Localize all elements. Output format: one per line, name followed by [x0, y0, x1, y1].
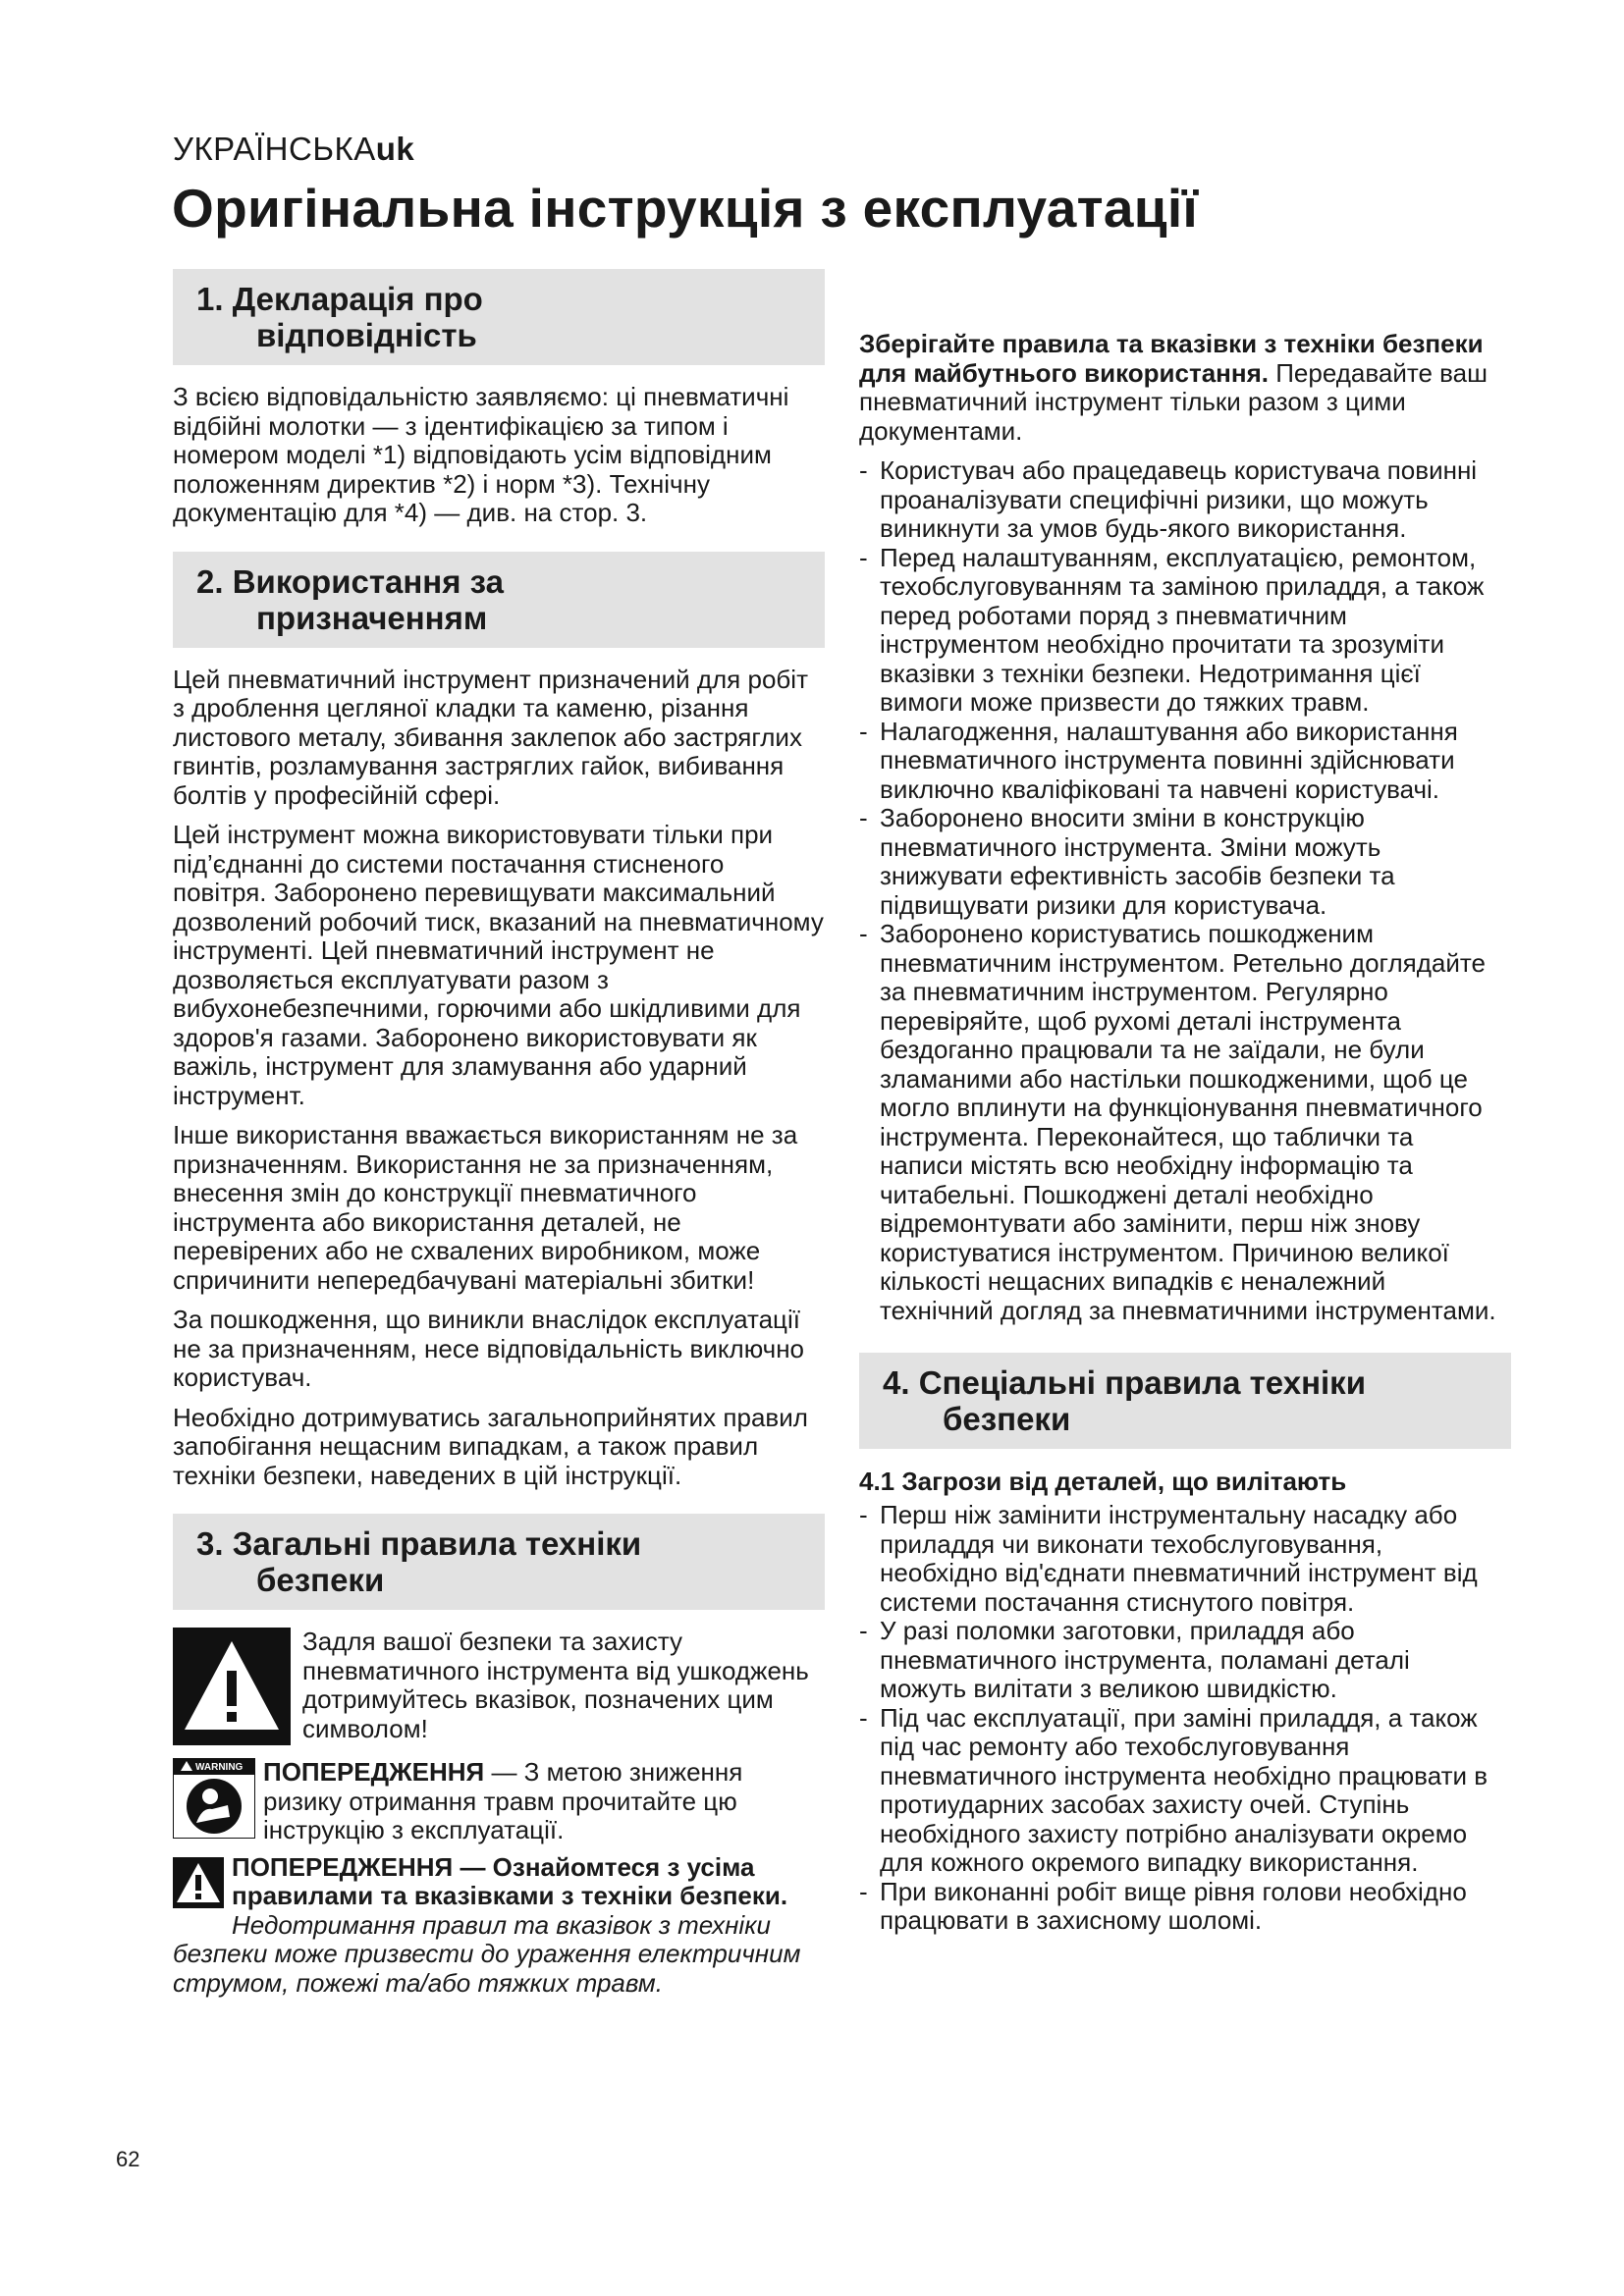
subsection-4-1-heading: 4.1 Загрози від деталей, що вилітають	[859, 1467, 1347, 1496]
rules-warning: ПОПЕРЕДЖЕННЯ — Ознайомтеся з усіма правилами та вказівками з техніки безпеки. Недотримання правил та вказівок з техніки безпеки може призвести до ураження електричним струмом, пожежі та/або тяжких травм.	[173, 1851, 801, 1998]
right-column: Зберігайте правила та вказівки з техніки безпеки для майбутнього використання. Передавайте ваш пневматичний інструмент тільки разом з цими документами. - Користувач або працедавець користувача повинні проаналізувати специфічні ризики, що можуть виникнути за умов будь-якого використання. - Перед налаштуванням, експлуатацією, ремонтом, техобслуговуванням та заміною приладдя, а також перед роботами поряд з пневматичним інструментом необхідно прочитати та зрозуміти вказівки з техніки безпеки. Недотримання цієї вимоги може призвести до тяжких травм. - Налагодження, налаштування або використання пневматичного інструмента повинні здійснювати виключно кваліфіковані та навчені користувачі. - Заборонено вносити зміни в конструкцію пневматичного інструмента. Зміни можуть знижувати ефективність засобів безпеки та підвищувати ризики для користувача. - Заборонено користуватись пошкодженим пневматичним інструментом. Ретельно доглядайте за пневматичним інструментом. Регулярно перевіряйте, щоб рухомі деталі інструмента бездоганно працювали та не заїдали, не були зламаними або настільки пошкодженими, щоб це могло вплинути на функціонування пневматичного інструмента. Переконайтеся, що таблички та написи містять всю необхідну інформацію та читабельні. Пошкоджені деталі необхідно відремонтувати або замінити, перш ніж знову користуватися інструментом. Причиною великої кількості нещасних випадків є неналежний технічний догляд за пневматичними інструментами. 4. Спеціальні правила техніки безпеки 4.1 Загрози від деталей, що вилітають - Перш ніж замінити інструментальну насадку або приладдя чи виконати техобслуговування, необхідно від'єднати пневматичний інструмент від системи постачання стиснутого повітря. - У разі поломки заготовки, приладдя або пневматичного інструмента, поламані деталі можуть вилітати з великою швидкістю. - Під час експлуатації, при заміні приладдя, а також під час ремонту або техобслуговування пневматичного інструмента необхідно працювати в протиударних засобах захисту очей. Ступінь необхідного захисту потрібно аналізувати окремо для кожного окремого випадку використання. - При виконанні робіт вище рівня голови необхідно працювати в захисному шоломі.	[859, 330, 1502, 1936]
list-item: - Налагодження, налаштування або використання пневматичного інструмента повинні здійснювати виключно кваліфіковані та навчені користувачі.	[859, 718, 1502, 805]
section-2-paragraph: Необхідно дотримуватись загальноприйнятих правил запобігання нещасним випадкам, а також правил техніки безпеки, наведених в цій інструкції.	[173, 1402, 808, 1490]
section-4-heading: 4. Спеціальні правила техніки безпеки	[859, 1353, 1511, 1449]
list-item: - При виконанні робіт вище рівня голови необхідно працювати в захисному шоломі.	[859, 1878, 1502, 1936]
list-item: - У разі поломки заготовки, приладдя або пневматичного інструмента, поламані деталі можуть вилітати з великою швидкістю.	[859, 1617, 1502, 1704]
read-manual-icon	[173, 1758, 255, 1843]
section-2-heading: 2. Використання за призначенням	[173, 552, 825, 648]
list-item: - Користувач або працедавець користувача повинні проаналізувати специфічні ризики, що можуть виникнути за умов будь-якого використання.	[859, 456, 1502, 544]
section-1-paragraph: З всією відповідальністю заявляємо: ці пневматичні відбійні молотки — з ідентифікацією за типом і номером моделі *1) відповідають усім відповідним положенням директив *2) і норм *3). Технічну документацію для *4) — див. на стор. 3.	[173, 382, 789, 527]
list-item: - Заборонено користуватись пошкодженим пневматичним інструментом. Ретельно доглядайте за пневматичним інструментом. Регулярно перевіряйте, щоб рухомі деталі інструмента бездоганно працювали та не заїдали, не були зламаними або настільки пошкодженими, щоб це могло вплинути на функціонування пневматичного інструмента. Переконайтеся, що таблички та написи містять всю необхідну інформацію та читабельні. Пошкоджені деталі необхідно відремонтувати або замінити, перш ніж знову користуватися інструментом. Причиною великої кількості нещасних випадків є неналежний технічний догляд за пневматичними інструментами.	[859, 920, 1502, 1325]
warning-small-icon	[173, 1857, 224, 1915]
list-item: - Заборонено вносити зміни в конструкцію пневматичного інструмента. Зміни можуть знижувати ефективність засобів безпеки та підвищувати ризики для користувача.	[859, 804, 1502, 920]
special-safety-list	[859, 1501, 1502, 1936]
read-manual-warning: WARNING ПОПЕРЕДЖЕННЯ — З метою зниження ризику отримання травм прочитайте цю інструкцію з експлуатації.	[173, 1758, 825, 1845]
section-1-heading: 1. Декларація про відповідність	[173, 269, 825, 365]
section-2-paragraph: Цей інструмент можна використовувати тільки при під’єднанні до системи постачання стисненого повітря. Заборонено перевищувати максимальний дозволений робочий тиск, вказаний на пневматичному інструменті. Цей пневматичний інструмент не дозволяється експлуатувати разом з вибухонебезпечними, горючими або шкідливими для здоров'я газами. Заборонено використовувати як важіль, інструмент для зламування або ударний інструмент.	[173, 820, 824, 1110]
list-item: - Під час експлуатації, при заміні приладдя, а також під час ремонту або техобслуговування пневматичного інструмента необхідно працювати в протиударних засобах захисту очей. Ступінь необхідного захисту потрібно аналізувати окремо для кожного окремого випадку використання.	[859, 1704, 1502, 1878]
section-2-paragraph: Цей пневматичний інструмент призначений для робіт з дроблення цегляної кладки та каменю, різання листового металу, збивання заклепок або застряглих гвинтів, розламування застряглих гайок, вибивання болтів у професійній сфері.	[173, 664, 808, 810]
page-title: Оригінальна інструкція з експлуатації	[172, 178, 1199, 239]
safety-symbol-note: Задля вашої безпеки та захисту пневматичного інструмента від ушкоджень дотримуйтесь вказівок, позначених цим символом!	[173, 1628, 825, 1750]
svg-text:WARNING: WARNING	[195, 1762, 244, 1773]
list-item: - Перш ніж замінити інструментальну насадку або приладдя чи виконати техобслуговування, необхідно від'єднати пневматичний інструмент від системи постачання стиснутого повітря.	[859, 1501, 1502, 1617]
section-2-paragraph: За пошкодження, що виникли внаслідок експлуатації не за призначенням, несе відповідальність виключно користувач.	[173, 1305, 805, 1392]
section-3-heading: 3. Загальні правила техніки безпеки	[173, 1514, 825, 1610]
warning-triangle-icon	[173, 1628, 291, 1750]
general-safety-list	[859, 456, 1502, 1325]
left-column	[173, 269, 825, 1998]
list-item: - Перед налаштуванням, експлуатацією, ремонтом, техобслуговуванням та заміною приладдя, а також перед роботами поряд з пневматичним інструментом необхідно прочитати та зрозуміти вказівки з техніки безпеки. Недотримання цієї вимоги може призвести до тяжких травм.	[859, 544, 1502, 718]
page-number: 62	[116, 2147, 140, 2171]
section-2-paragraph: Інше використання вважається використанням не за призначенням. Використання не за призначенням, внесення змін до конструкції пневматичного інструмента або використання деталей, не перевірених або не схвалених виробником, може спричинити непередбачувані матеріальні збитки!	[173, 1120, 798, 1295]
language-label: УКРАЇНСЬКАuk	[173, 131, 415, 167]
